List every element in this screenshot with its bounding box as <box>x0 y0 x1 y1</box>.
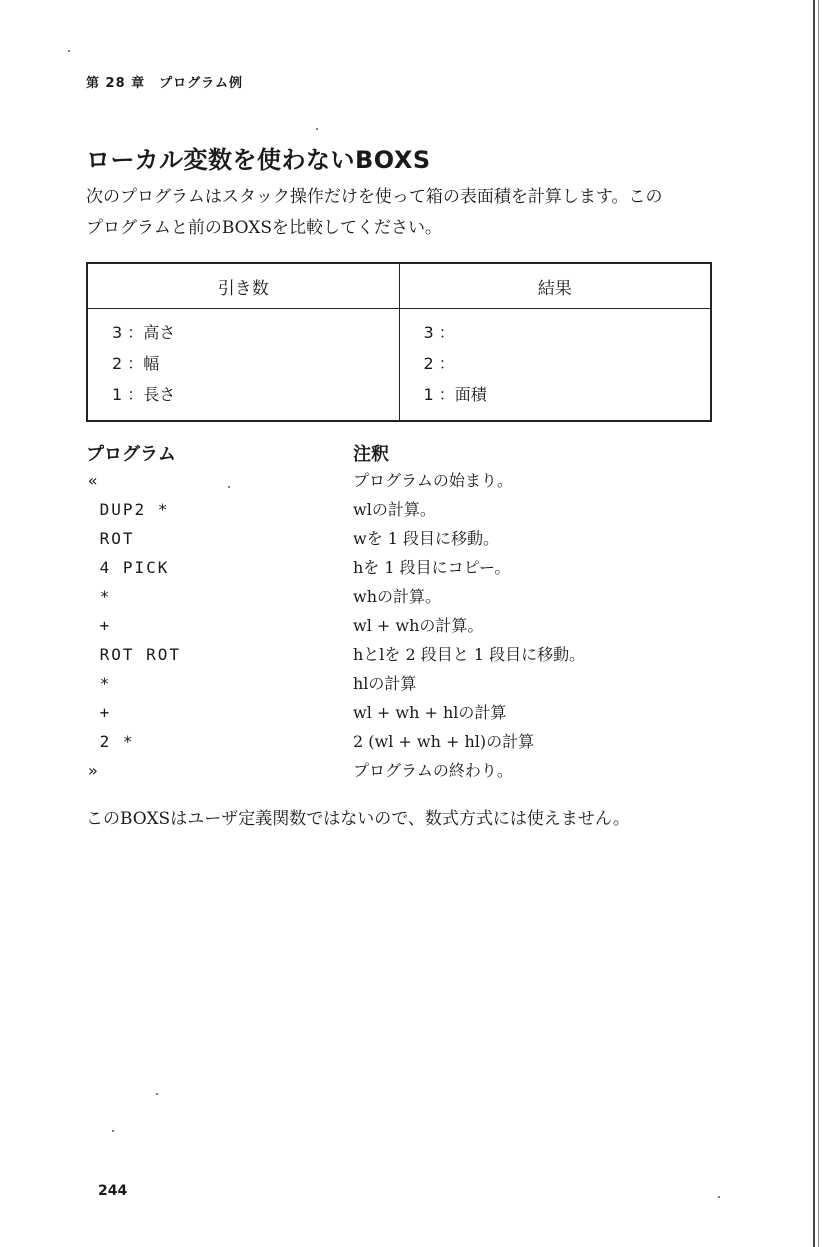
note-line: wl + whの計算。 <box>353 616 484 635</box>
result-level-1: 1 ：面積 <box>423 385 487 404</box>
argument-level-3: 3 ：高さ <box>112 323 176 342</box>
chapter-header: 第 28 章 プログラム例 <box>86 76 244 91</box>
note-line: hとlを 2 段目と 1 段目に移動。 <box>353 645 586 664</box>
code-line: » <box>88 761 100 780</box>
scan-speck <box>156 1093 158 1095</box>
scan-speck <box>718 1196 720 1198</box>
code-line: 4 PICK <box>88 558 170 577</box>
page-edge-line <box>813 0 815 1247</box>
code-line: ROT <box>88 529 135 548</box>
scan-speck <box>316 128 318 130</box>
results-header: 結果 <box>399 263 711 309</box>
code-line: + <box>88 616 112 635</box>
code-line: DUP2 * <box>88 500 170 519</box>
notes-heading: 注釈 <box>353 444 389 465</box>
intro-line-2: プログラムと前のBOXSを比較してください。 <box>86 218 443 238</box>
argument-level-2: 2 ：幅 <box>112 354 160 373</box>
result-level-2: 2 ： <box>423 354 455 373</box>
note-line: wを 1 段目に移動。 <box>353 529 500 548</box>
page-edge-line-secondary <box>818 0 819 1247</box>
note-line: wlの計算。 <box>353 500 436 519</box>
closing-sentence: このBOXSはユーザ定義関数ではないので、数式方式には使えません。 <box>86 809 630 829</box>
code-line: + <box>88 703 112 722</box>
code-line: * <box>88 674 112 693</box>
note-line: hを 1 段目にコピー。 <box>353 558 511 577</box>
code-line: ROT ROT <box>88 645 182 664</box>
table-body-row <box>87 309 711 422</box>
note-line: whの計算。 <box>353 587 442 606</box>
intro-paragraph <box>86 182 726 244</box>
results-cell <box>399 309 711 422</box>
note-line: wl + wh + hlの計算 <box>353 703 507 722</box>
section-title: ローカル変数を使わないBOXS <box>86 146 431 174</box>
arguments-header: 引き数 <box>87 263 399 309</box>
arguments-results-table <box>86 262 712 422</box>
program-notes-list <box>353 466 585 785</box>
note-line: プログラムの始まり。 <box>353 471 513 490</box>
code-line: « <box>88 471 100 490</box>
code-line: * <box>88 587 112 606</box>
page-number: 244 <box>98 1183 128 1199</box>
program-code-list <box>88 466 181 785</box>
note-line: プログラムの終わり。 <box>353 761 513 780</box>
note-line: hlの計算 <box>353 674 417 693</box>
program-heading: プログラム <box>86 444 176 465</box>
result-level-3: 3 ： <box>423 323 455 342</box>
intro-line-1: 次のプログラムはスタック操作だけを使って箱の表面積を計算します。この <box>86 187 663 207</box>
table-header-row <box>87 263 711 309</box>
scan-speck <box>68 50 70 52</box>
code-line: 2 * <box>88 732 135 751</box>
scan-speck <box>228 486 230 488</box>
arguments-cell <box>87 309 399 422</box>
scan-speck <box>112 1130 114 1132</box>
argument-level-1: 1 ：長さ <box>112 385 176 404</box>
note-line: 2 (wl + wh + hl)の計算 <box>353 732 535 751</box>
